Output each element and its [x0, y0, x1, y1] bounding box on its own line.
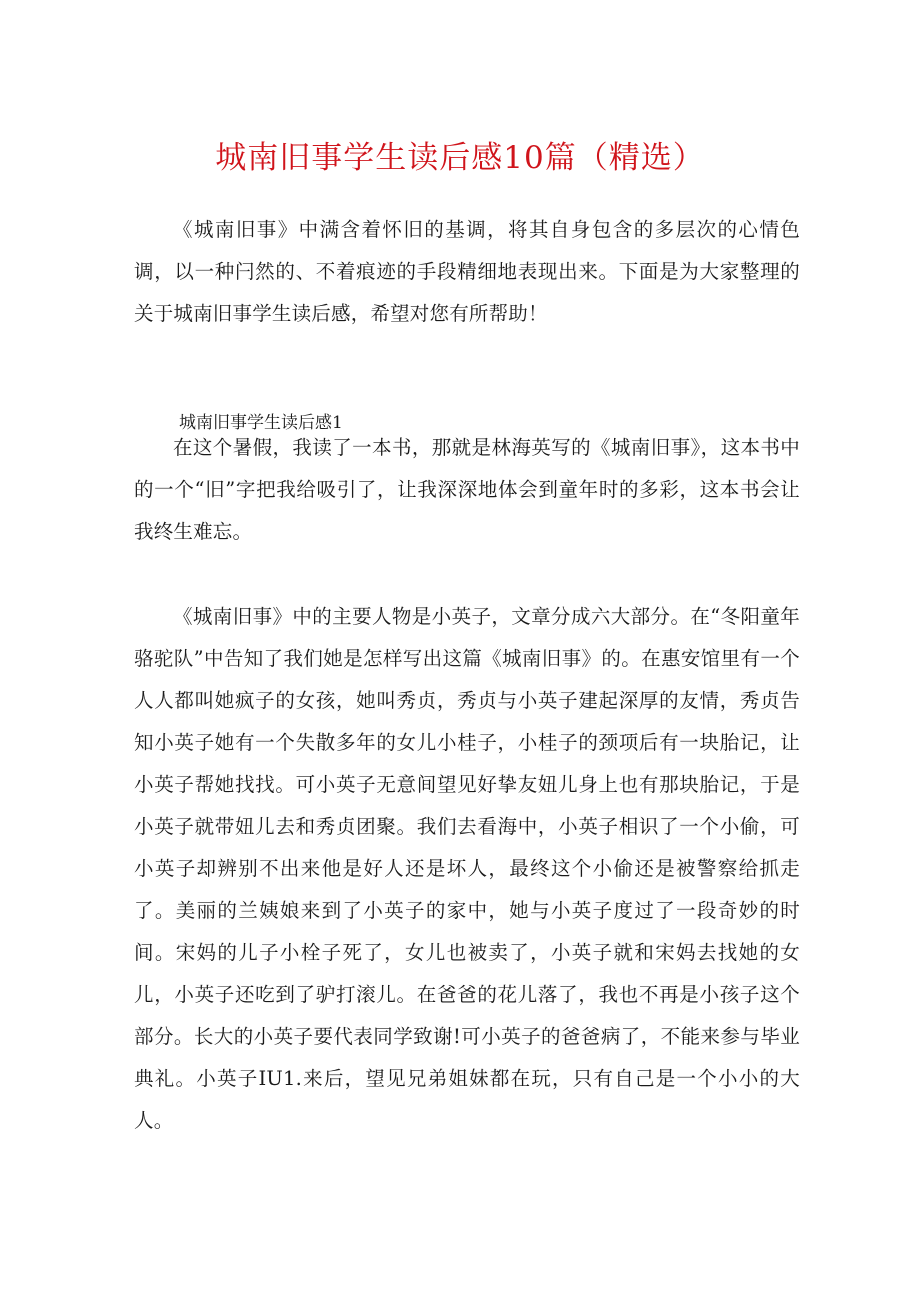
section-heading: 城南旧事学生读后感1	[179, 413, 343, 433]
body-paragraph-1: 在这个暑假，我读了一本书，那就是林海英写的《城南旧事》，这本书中的一个“旧”字把我给吸引了，让我深深地体会到童年时的多彩，这本书会让我终生难忘。	[134, 436, 800, 543]
intro-paragraph: 《城南旧事》中满含着怀旧的基调，将其自身包含的多层次的心情色调，以一种闩然的、不着痕迹的手段精细地表现出来。下面是为大家整理的关于城南旧事学生读后感，希望对您有所帮助！	[134, 218, 800, 325]
body-paragraph-2: 《城南旧事》中的主要人物是小英子，文章分成六大部分。在“冬阳童年骆驼队”中告知了我们她是怎样写出这篇《城南旧事》的。在惠安馆里有一个人人都叫她疯子的女孩，她叫秀贞，秀贞与小英子建起深厚的友情，秀贞告知小英子她有一个失散多年的女儿小桂子，小桂子的颈项后有一块胎记，让小英子帮她找找。可小英子无意间望见好挚友妞儿身上也有那块胎记，于是小英子就带妞儿去和秀贞团聚。我们去看海中，小英子相识了一个小偷，可小英子却辨别不出来他是好人还是坏人，最终这个小偷还是被警察给抓走了。美丽的兰姨娘来到了小英子的家中，她与小英子度过了一段奇妙的时间。宋妈的儿子小栓子死了，女儿也被卖了，小英子就和宋妈去找她的女儿，小英子还吃到了驴打滚儿。在爸爸的花儿落了，我也不再是小孩子这个部分。长大的小英子要代表同学致谢!可小英子的爸爸病了，不能来参与毕业典礼。小英子IU1.来后，望见兄弟姐妹都在玩，只有自己是一个小小的大人。	[134, 605, 800, 1132]
page-title: 城南旧事学生读后感10篇（精选）	[215, 140, 705, 176]
